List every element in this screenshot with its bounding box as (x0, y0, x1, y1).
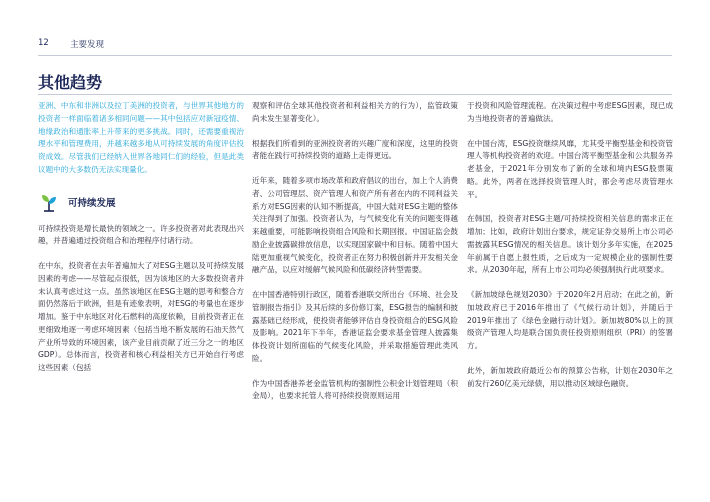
body-paragraph: 可持续投资是增长最快的领域之一。许多投资者对此表现出兴趣，并普遍通过投资组合和治理程序付诸行动。 (38, 223, 244, 246)
subsection-heading (38, 191, 244, 213)
column-left (38, 100, 244, 387)
intro-paragraph: 亚洲、中东和非洲以及拉丁美洲的投资者，与世界其他地方的投资者一样面临着诸多相同问题——其中包括应对新冠疫情、地缘政治和通胀率上升带来的更多挑战。同时，还需要重视治理水平和管理费用，并越来越多地从可持续发展的角度评估投资成效。尽管我们已经纳入世界各地同仁们的经验，但是此类议题中的大多数仍无法实现量化。 (38, 101, 244, 174)
title-divider (38, 94, 672, 95)
body-paragraph: 观察和评估全球其他投资者和利益相关方的行为），监管政策尚未发生显著变化）。 (252, 101, 458, 123)
header-divider (38, 55, 672, 56)
body-paragraph: 在中东，投资者在去年普遍加大了对ESG主题以及可持续发展因素的考虑——尽管起点很低，因为该地区的大多数投资者并未认真考虑过这一点。虽然该地区在ESG主题的思考和整合方面仍然落后于欧洲，但是有迹象表明，对ESG的考量也在逐步增加。鉴于中东地区对化石燃料的高度依赖，目前投资者正在更细致地逐一考虑环境因素（包括当地不断发展的石油天然气产业所导致的环境因素，该产业目前贡献了近三分之一的地区GDP）。总体而言，投资者和核心利益相关方已开始自行考虑这些因素（包括 (38, 261, 244, 372)
column-middle (252, 100, 458, 415)
body-paragraph: 在中国香港特别行政区，随着香港联交所出台《环境、社会及管制报告指引》及其后续的多份修订案，ESG报告的编制和披露基础已经形成，使投资者能够评估自身投资组合的ESG风险及影响。2021年下半年，香港证监会要求基金管理人披露集体投资计划所面临的气候变化风险，并采取措施管理此类风险。 (252, 290, 458, 363)
plant-icon (38, 191, 60, 213)
body-paragraph: 作为中国香港养老金监管机构的强制性公积金计划管理局（积金局），也要求托管人将可持续投资原则运用 (252, 378, 458, 401)
body-paragraph: 根据我们所看到的亚洲投资者的兴趣广度和深度，这里的投资者能在践行可持续投资的道路上走得更远。 (252, 138, 458, 161)
column-right (467, 100, 673, 402)
body-paragraph: 在中国台湾，ESG投资继续风靡，尤其受平衡型基金和投资管理人等机构投资者的欢迎。中国台湾平衡型基金和公共服务养老基金，于2021年分别发布了新的全球和境内ESG股票策略。此外，两者在选择投资管理人时，都会考虑尽责管理水平。 (467, 138, 673, 199)
body-paragraph: 在韩国，投资者对ESG主题/可持续投资相关信息的需求正在增加；比如，政府计划出台要求，规定证券交易所上市公司必需披露其ESG情况的相关信息。该计划分多年实施，在2025年前属于自愿上报性质，之后成为一定规模企业的强制性要求。从2030年起，所有上市公司均必须强制执行此项要求。 (467, 214, 673, 275)
page-number: 12 (38, 38, 49, 48)
page-title: 其他趋势 (38, 73, 103, 92)
section-name: 主要发现 (70, 40, 105, 50)
body-paragraph: 《新加坡绿色规划2030》于2020年2月启动；在此之前，新加坡政府已于2016年推出了《气候行动计划》，并随后于2019年推出了《绿色金融行动计划》。新加坡80%以上的顶级资产管理人均是联合国负责任投资原则组织（PRI）的签署方。 (467, 290, 673, 350)
body-paragraph: 近年来，随着多项市场改革和政府倡议的出台，加上个人消费者、公司管理层、资产管理人和资产所有者在内的不同利益关系方对ESG因素的认知不断提高，中国大陆对ESG主题的整体关注得到了加强。投资者认为，与气候变化有关的问题变得越来越重要，可能影响投资组合风险和长期回报。中国证监会鼓励企业披露碳排放信息，以实现国家碳中和目标。随着中国大陆更加重视气候变化，投资者正在努力积极创新并开发相关金融产品，以应对缓解气候风险和低碳经济转型需要。 (252, 176, 458, 275)
body-paragraph: 此外，新加坡政府最近公布的预算公告称，计划在2030年之前发行260亿美元绿债，用以推动区域绿色融资。 (467, 365, 673, 388)
subsection-title: 可持续发展 (68, 197, 116, 209)
body-paragraph: 于投资和风险管理流程。在决策过程中考虑ESG因素，现已成为当地投资者的普遍做法。 (467, 101, 673, 123)
page-header (0, 0, 710, 60)
